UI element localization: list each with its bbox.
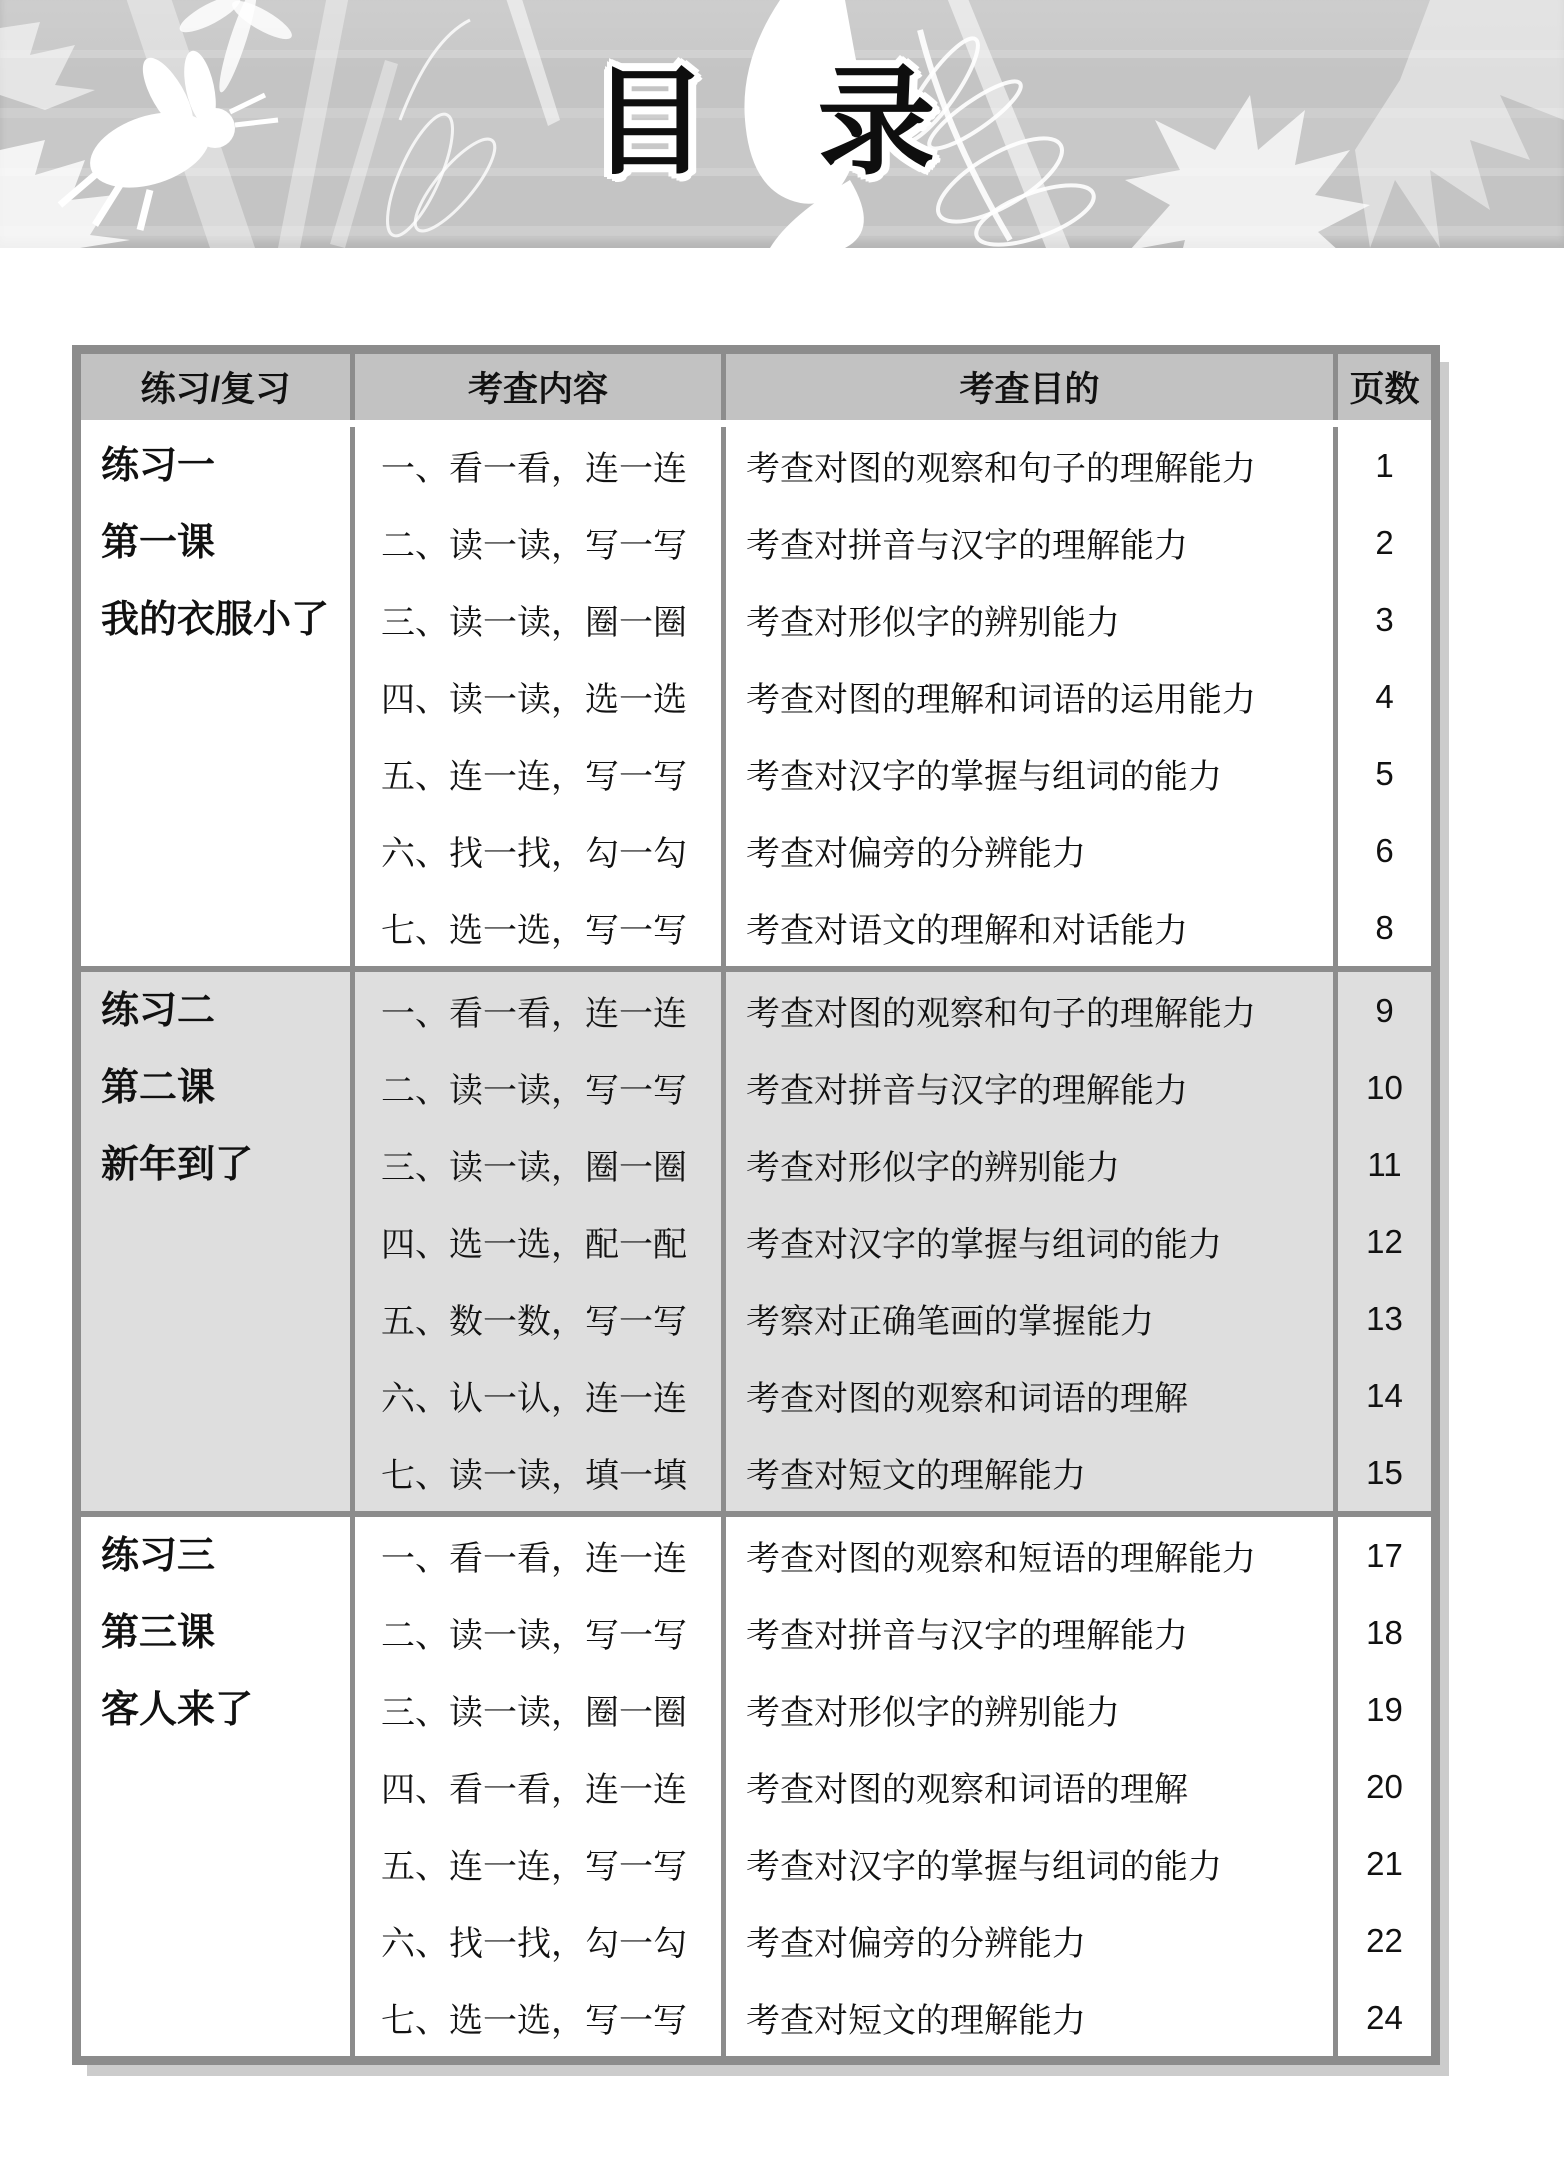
header-exam-content: 考查内容 [350,354,721,420]
content-column [350,427,721,966]
content-item: 二、读一读，写一写 [381,526,687,566]
purpose-item: 考查对拼音与汉字的理解能力 [746,1616,1188,1656]
content-item: 三、读一读，圈一圈 [381,1148,687,1188]
toc-header-row [81,354,1431,427]
content-column [350,1517,721,2056]
content-item: 六、找一找，勾一勾 [381,834,687,874]
purpose-item: 考查对偏旁的分辨能力 [746,834,1086,874]
purpose-item: 考查对形似字的辨别能力 [746,603,1120,643]
content-item: 一、看一看，连一连 [381,1539,687,1579]
page-number-column [1333,1517,1431,2056]
content-item: 六、找一找，勾一勾 [381,1924,687,1964]
purpose-column [721,427,1333,966]
page-number: 2 [1375,523,1394,561]
purpose-item: 考查对图的观察和句子的理解能力 [746,449,1256,489]
page-number: 9 [1375,991,1394,1029]
purpose-item: 考查对图的观察和词语的理解 [746,1379,1188,1419]
purpose-item: 考查对图的观察和短语的理解能力 [746,1539,1256,1579]
content-item: 二、读一读，写一写 [381,1071,687,1111]
section-label [81,1517,350,2056]
content-item: 四、选一选，配一配 [381,1225,687,1265]
content-item: 七、读一读，填一填 [381,1456,687,1496]
header-exam-purpose: 考查目的 [721,354,1333,420]
page-title: 目 录 [590,57,974,189]
page-number-column [1333,427,1431,966]
purpose-item: 考查对图的理解和词语的运用能力 [746,680,1256,720]
content-item: 三、读一读，圈一圈 [381,603,687,643]
exercise-label: 练习三 [101,1535,216,1577]
purpose-item: 考查对偏旁的分辨能力 [746,1924,1086,1964]
page-number: 1 [1375,446,1394,484]
page-number: 20 [1366,1767,1403,1805]
page-number-column [1333,972,1431,1511]
purpose-item: 考查对汉字的掌握与组词的能力 [746,1225,1222,1265]
content-item: 五、连一连，写一写 [381,757,687,797]
purpose-column [721,1517,1333,2056]
page-number: 8 [1375,908,1394,946]
toc-section-1 [81,427,1431,966]
page-number: 13 [1366,1299,1403,1337]
toc-section-2 [81,966,1431,1511]
header-page-count: 页数 [1333,354,1431,420]
section-label [81,427,350,966]
content-column [350,972,721,1511]
purpose-item: 考查对图的观察和词语的理解 [746,1770,1188,1810]
content-item: 七、选一选，写一写 [381,911,687,951]
page-number: 14 [1366,1376,1403,1414]
lesson-title: 新年到了 [101,1144,254,1186]
lesson-label: 第三课 [101,1612,216,1654]
purpose-item: 考查对图的观察和句子的理解能力 [746,994,1256,1034]
purpose-item: 考查对形似字的辨别能力 [746,1148,1120,1188]
page-number: 22 [1366,1921,1403,1959]
lesson-label: 第一课 [101,522,216,564]
content-item: 二、读一读，写一写 [381,1616,687,1656]
page-number: 19 [1366,1690,1403,1728]
lesson-title: 我的衣服小了 [101,599,330,641]
page-number: 15 [1366,1453,1403,1491]
header-exercise-review: 练习/复习 [140,370,291,409]
toc-section-3 [81,1511,1431,2056]
page-number: 6 [1375,831,1394,869]
content-item: 四、看一看，连一连 [381,1770,687,1810]
content-item: 三、读一读，圈一圈 [381,1693,687,1733]
purpose-column [721,972,1333,1511]
content-item: 四、读一读，选一选 [381,680,687,720]
page-number: 10 [1366,1068,1403,1106]
page-number: 24 [1366,1998,1403,2036]
page-number: 21 [1366,1844,1403,1882]
purpose-item: 考查对短文的理解能力 [746,1456,1086,1496]
purpose-item: 考查对拼音与汉字的理解能力 [746,526,1188,566]
page-number: 3 [1375,600,1394,638]
content-item: 一、看一看，连一连 [381,994,687,1034]
page-number: 18 [1366,1613,1403,1651]
purpose-item: 考察对正确笔画的掌握能力 [746,1302,1154,1342]
content-item: 五、数一数，写一写 [381,1302,687,1342]
purpose-item: 考查对形似字的辨别能力 [746,1693,1120,1733]
purpose-item: 考查对拼音与汉字的理解能力 [746,1071,1188,1111]
page-number: 17 [1366,1536,1403,1574]
section-label [81,972,350,1511]
content-item: 一、看一看，连一连 [381,449,687,489]
purpose-item: 考查对汉字的掌握与组词的能力 [746,1847,1222,1887]
content-item: 六、认一认，连一连 [381,1379,687,1419]
content-item: 五、连一连，写一写 [381,1847,687,1887]
exercise-label: 练习二 [101,990,216,1032]
purpose-item: 考查对汉字的掌握与组词的能力 [746,757,1222,797]
toc-table [72,345,1440,2065]
page-number: 11 [1367,1145,1402,1183]
lesson-title: 客人来了 [101,1689,254,1731]
purpose-item: 考查对短文的理解能力 [746,2001,1086,2041]
lesson-label: 第二课 [101,1067,216,1109]
purpose-item: 考查对语文的理解和对话能力 [746,911,1188,951]
page-number: 5 [1375,754,1394,792]
exercise-label: 练习一 [101,445,216,487]
page-number: 4 [1375,677,1394,715]
content-item: 七、选一选，写一写 [381,2001,687,2041]
page-number: 12 [1366,1222,1403,1260]
header-banner [0,0,1564,248]
